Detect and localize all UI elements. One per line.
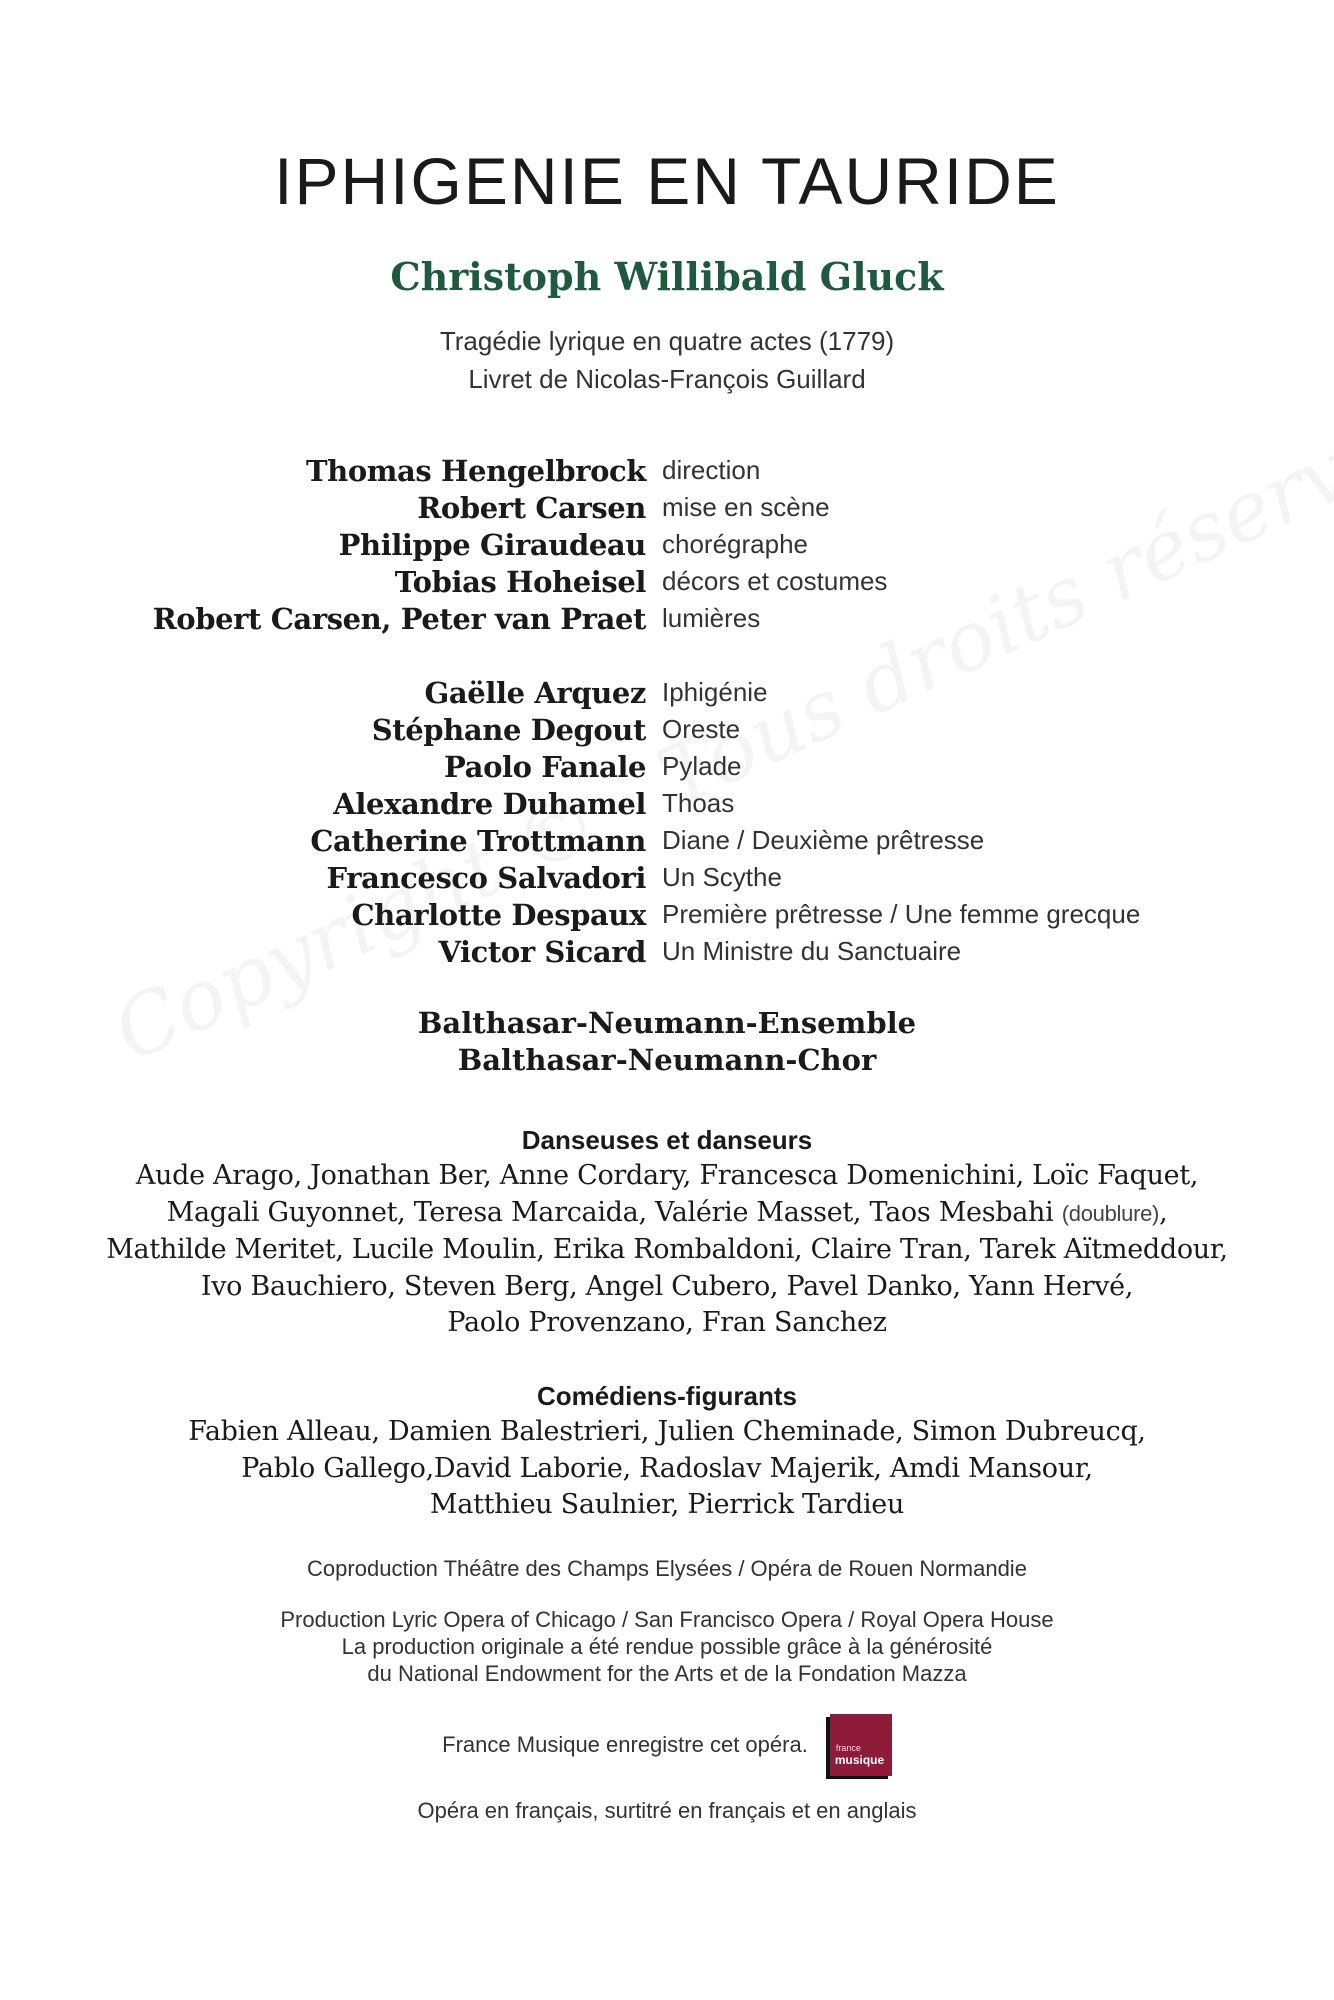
singer-name: Paolo Fanale: [444, 749, 646, 784]
opera-title: IPHIGENIE EN TAURIDE: [274, 144, 1060, 218]
dancers-line: Mathilde Meritet, Lucile Moulin, Erika Rombaldoni, Claire Tran, Tarek Aïtmeddour,: [106, 1234, 1228, 1265]
extras-line: Fabien Alleau, Damien Balestrieri, Julien Cheminade, Simon Dubreucq,: [188, 1416, 1146, 1447]
credit-name: Robert Carsen, Peter van Praet: [152, 601, 646, 636]
character-role: Première prêtresse / Une femme grecque: [662, 899, 1141, 929]
extras-heading: Comédiens-figurants: [536, 1381, 798, 1411]
credit-name: Robert Carsen: [417, 490, 646, 525]
credit-name: Philippe Giraudeau: [338, 527, 646, 562]
composer-name: Christoph Willibald Gluck: [390, 254, 944, 299]
singer-name: Catherine Trottmann: [310, 823, 646, 858]
singer-name: Gaëlle Arquez: [424, 675, 646, 710]
singer-name: Charlotte Despaux: [351, 897, 646, 932]
dancers-line: Paolo Provenzano, Fran Sanchez: [447, 1307, 887, 1338]
cast-row: [0, 859, 1334, 896]
extras-list: [0, 1414, 1334, 1524]
cast-row: [0, 933, 1334, 970]
credit-role: décors et costumes: [662, 566, 888, 596]
credit-role: lumières: [662, 603, 761, 633]
language-note: Opéra en français, surtitré en français et en anglais: [417, 1798, 917, 1823]
extras-line: Pablo Gallego,David Laborie, Radoslav Majerik, Amdi Mansour,: [241, 1452, 1093, 1484]
cast-row: [0, 896, 1334, 933]
character-role: Iphigénie: [662, 677, 768, 707]
character-role: Un Ministre du Sanctuaire: [662, 936, 962, 966]
dancers-line: Aude Arago, Jonathan Ber, Anne Cordary, Francesca Domenichini, Loïc Faquet,: [135, 1160, 1199, 1191]
dancers-list: [0, 1158, 1334, 1342]
cast-row: [0, 785, 1334, 822]
production-line: du National Endowment for the Arts et de la Fondation Mazza: [367, 1661, 967, 1686]
orchestra-name: Balthasar-Neumann-Ensemble: [417, 1006, 917, 1040]
understudy-note: (doublure): [1061, 1200, 1160, 1226]
dancers-line-names: Magali Guyonnet, Teresa Marcaida, Valérie Masset, Taos Mesbahi: [166, 1196, 1054, 1228]
ensembles-block: [0, 1005, 1334, 1079]
dancers-line-comma: ,: [1159, 1196, 1168, 1228]
cast-row: [0, 711, 1334, 748]
production-line: Production Lyric Opera of Chicago / San Francisco Opera / Royal Opera House: [280, 1607, 1054, 1632]
creative-team-list: [0, 452, 1334, 637]
dancers-line: [0, 1195, 1334, 1233]
radio-text: France Musique enregistre cet opéra.: [442, 1732, 808, 1757]
production-line: La production originale a été rendue possible grâce à la générosité: [341, 1634, 993, 1659]
production-note: [0, 1606, 1334, 1687]
credit-row: [0, 489, 1334, 526]
credit-role: chorégraphe: [662, 529, 808, 559]
cast-row: [0, 674, 1334, 711]
cast-row: [0, 748, 1334, 785]
genre-line: Tragédie lyrique en quatre actes (1779): [439, 326, 895, 356]
dancers-heading: Danseuses et danseurs: [521, 1125, 813, 1155]
credit-role: direction: [662, 455, 761, 485]
credit-row: [0, 452, 1334, 489]
credit-name: Thomas Hengelbrock: [305, 453, 646, 488]
logo-text-bottom: musique: [834, 1753, 885, 1767]
dancers-line: Ivo Bauchiero, Steven Berg, Angel Cubero, Pavel Danko, Yann Hervé,: [200, 1270, 1134, 1302]
cast-list: [0, 674, 1334, 970]
credit-name: Tobias Hoheisel: [394, 564, 646, 599]
libretto-line: Livret de Nicolas-François Guillard: [468, 364, 866, 394]
singer-name: Francesco Salvadori: [326, 860, 646, 895]
character-role: Pylade: [662, 751, 742, 781]
subtitle-block: [0, 322, 1334, 398]
credit-row: [0, 563, 1334, 600]
logo-text-top: france: [835, 1743, 861, 1753]
extras-line: Matthieu Saulnier, Pierrick Tardieu: [429, 1489, 905, 1520]
choir-name: Balthasar-Neumann-Chor: [457, 1043, 877, 1077]
character-role: Un Scythe: [662, 862, 782, 892]
coproduction-note: Coproduction Théâtre des Champs Elysées / Opéra de Rouen Normandie: [307, 1556, 1027, 1581]
dancers-section: [0, 1122, 1334, 1342]
france-musique-logo: [830, 1714, 892, 1776]
credit-row: [0, 526, 1334, 563]
character-role: Diane / Deuxième prêtresse: [662, 825, 985, 855]
singer-name: Stéphane Degout: [371, 712, 646, 747]
character-role: Oreste: [662, 714, 741, 744]
singer-name: Alexandre Duhamel: [333, 786, 646, 821]
character-role: Thoas: [662, 788, 735, 818]
extras-section: [0, 1378, 1334, 1524]
cast-row: [0, 822, 1334, 859]
credit-role: mise en scène: [662, 492, 830, 522]
singer-name: Victor Sicard: [438, 934, 646, 969]
credit-row: [0, 600, 1334, 637]
radio-recording-notice: [0, 1712, 1334, 1778]
